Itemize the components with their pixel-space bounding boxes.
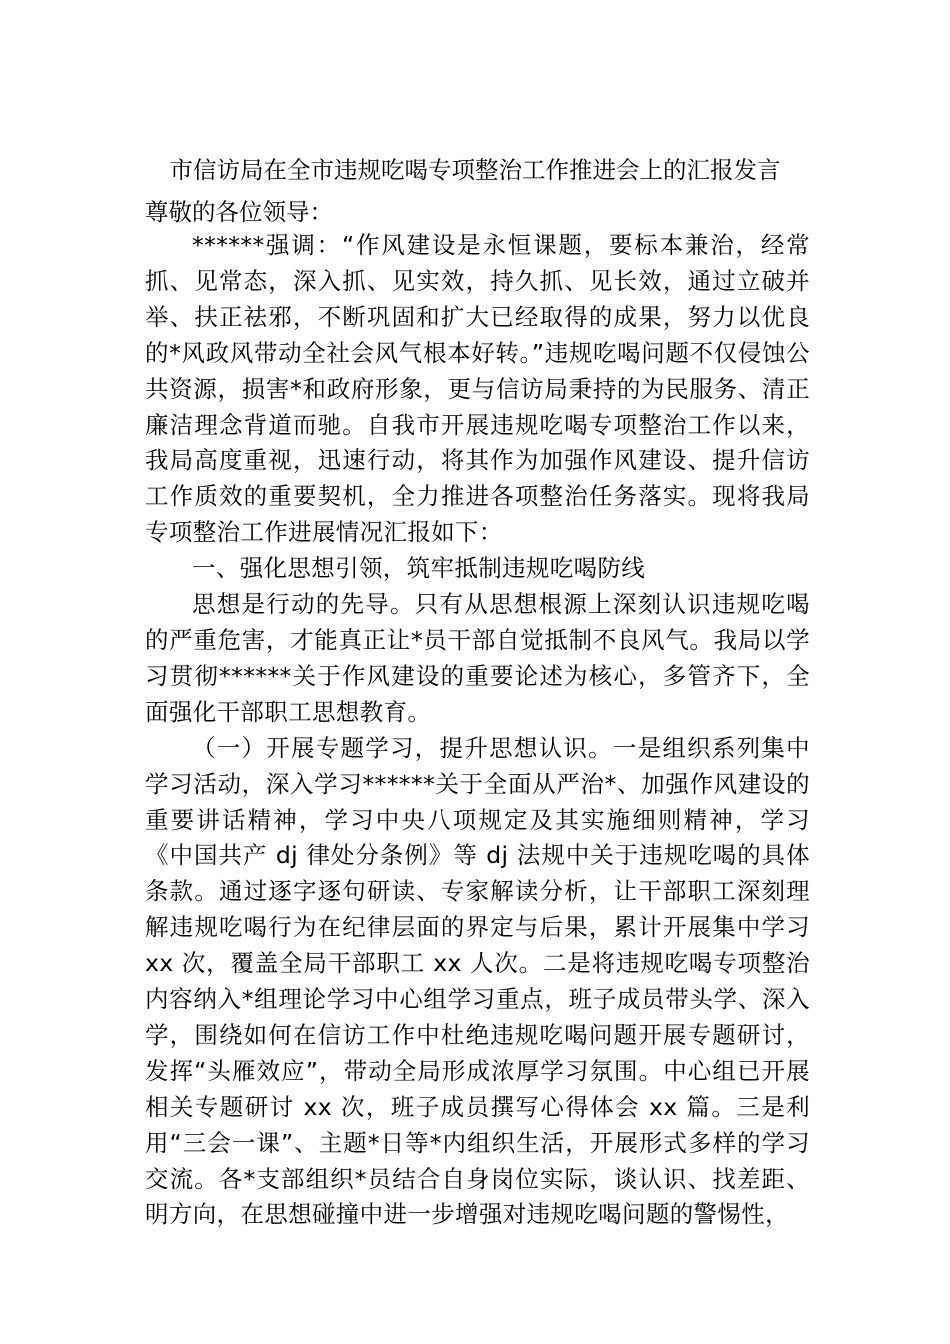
section-heading-1: 一、强化思想引领，筑牢抵制违规吃喝防线 xyxy=(192,554,646,583)
document-body xyxy=(145,228,810,1233)
paragraph-section-1: 思想是行动的先导。只有从思想根源上深刻认识违规吃喝的严重危害，才能真正让*员干部自觉抵制不良风气。我局以学习贯彻******关于作风建设的重要论述为核心，多管齐下，全面强化干部职工思想教育。 xyxy=(145,590,810,726)
document-title: 市信访局在全市违规吃喝专项整治工作推进会上的汇报发言 xyxy=(169,156,781,184)
paragraph-intro: ******强调：“作风建设是永恒课题，要标本兼治，经常抓、见常态，深入抓、见实效，持久抓、见长效，通过立破并举、扶正祛邪，不断巩固和扩大已经取得的成果，努力以优良的*风政风带动全社会风气根本好转。”违规吃喝问题不仅侵蚀公共资源，损害*和政府形象，更与信访局秉持的为民服务、清正廉洁理念背道而驰。自我市开展违规吃喝专项整治工作以来，我局高度重视，迅速行动，将其作为加强作风建设、提升信访工作质效的重要契机，全力推进各项整治任务落实。现将我局专项整治工作进展情况汇报如下： xyxy=(145,231,810,547)
paragraph-subsection-1: （一）开展专题学习，提升思想认识。一是组织系列集中学习活动，深入学习******关于全面从严治*、加强作风建设的重要讲话精神，学习中央八项规定及其实施细则精神，学习《中国共产 dj 律处分条例》等 dj 法规中关于违规吃喝的具体条款。通过逐字逐句研读、专家解读分析，让干部职工深刻理解违规吃喝行为在纪律层面的界定与后果，累计开展集中学习 xx 次，覆盖全局干部职工 xx 人次。二是将违规吃喝专项整治内容纳入*组理论学习中心组学习重点，班子成员带头学、深入学，围绕如何在信访工作中杜绝违规吃喝问题开展专题研讨，发挥“头雁效应”，带动全局形成浓厚学习氛围。中心组已开展相关专题研讨 xx 次，班子成员撰写心得体会 xx 篇。三是利用“三会一课”、主题*日等*内组织生活，开展形式多样的学习交流。各*支部组织*员结合自身岗位实际，谈认识、找差距、明方向，在思想碰撞中进一步增强对违规吃喝问题的警惕性， xyxy=(145,733,810,1229)
salutation: 尊敬的各位领导： xyxy=(145,198,333,226)
